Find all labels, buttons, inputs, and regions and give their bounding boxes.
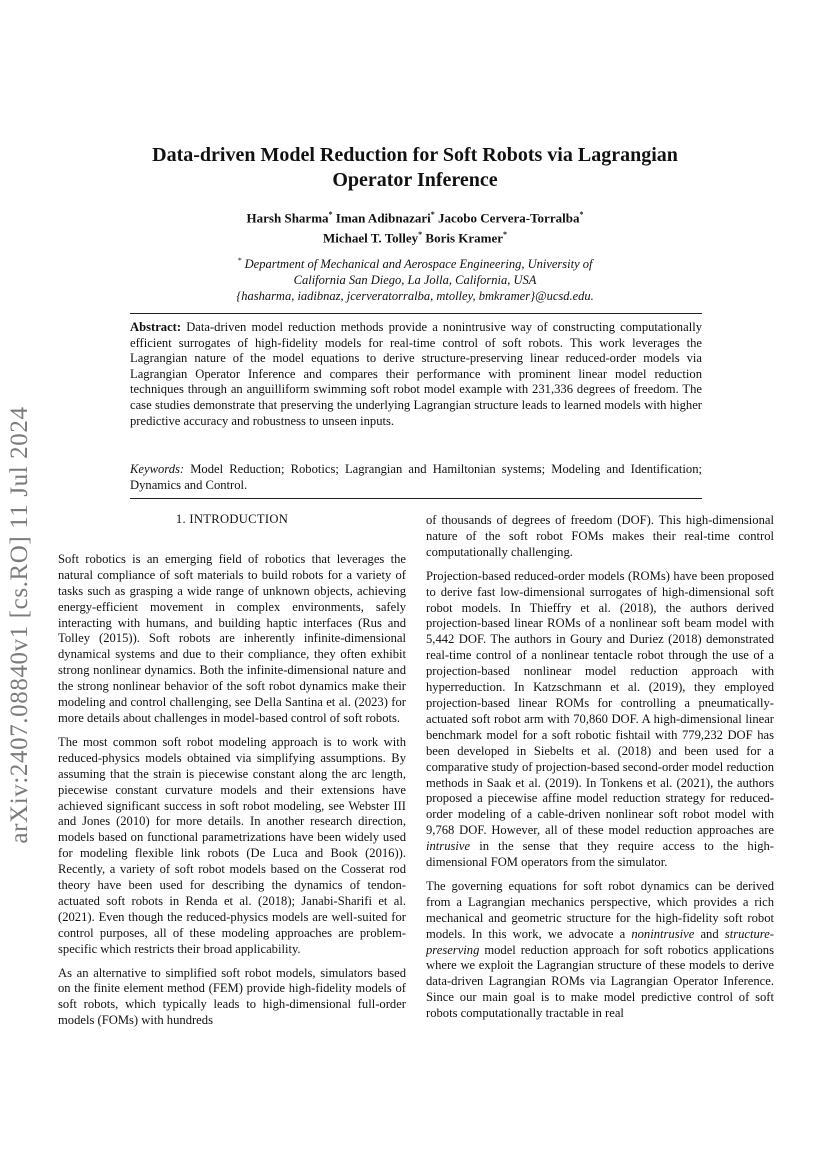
keywords-label: Keywords: <box>130 462 185 476</box>
affiliation-emails: {hasharma, iadibnaz, jcerveratorralba, mtolley, bmkramer}@ucsd.edu. <box>236 289 594 304</box>
arxiv-id-text: arXiv:2407.08840v1 [cs.RO] 11 Jul 2024 <box>6 406 33 844</box>
left-column <box>58 512 406 1037</box>
paragraph-text: model reduction approach for soft robotics applications where we exploit the Lagrangian structure of these models to derive data-driven Lagrangian ROMs via Lagrangian Operator Inference. Since our main goal is to make model predictive control of soft robots computationally tractable in real <box>426 942 774 1021</box>
paragraph <box>426 569 774 871</box>
author-name: Jacobo Cervera-Torralba <box>438 210 580 226</box>
author-mark: * <box>418 230 423 240</box>
author-name: Iman Adibnazari <box>335 210 431 226</box>
keywords-text: Model Reduction; Robotics; Lagrangian and Hamiltonian systems; Modeling and Identification; Dynamics and Control. <box>130 462 702 492</box>
paragraph: of thousands of degrees of freedom (DOF). This high-dimensional nature of the soft robot FOMs makes their real-time control computationally challenging. <box>426 513 774 559</box>
abstract-label: Abstract: <box>130 320 182 334</box>
paragraph-text: Projection-based reduced-order models (ROMs) have been proposed to derive fast low-dimensional surrogates of high-dimensional soft robot models. In Thieffry et al. (2018), the authors derived projection-based linear ROMs of a nonlinear soft beam model with 5,442 DOF. The authors in Goury and Duriez (2018) demonstrated real-time control of a nonlinear tentacle robot through the use of a projection-based nonlinear model reduction approach with hyperreduction. In Katzschmann et al. (2019), they employed projection-based linear ROMs for controlling a pneumatically-actuated soft robot arm with 70,860 DOF. A high-dimensional linear benchmark model for a soft robotic fishtail with 779,232 DOF has been developed in Siebelts et al. (2018) and been used for a comparative study of projection-based second-order model reduction methods in Saak et al. (2019). In Tonkens et al. (2021), the authors proposed a piecewise affine model reduction strategy for reduced-order modeling of a cable-driven nonlinear soft robot model with 9,768 DOF. However, all of these model reduction approaches are <box>426 568 774 838</box>
arxiv-identifier-stamp <box>0 0 40 1171</box>
author-name: Harsh Sharma <box>246 210 329 226</box>
paragraph: The most common soft robot modeling approach is to work with reduced-physics models obtained via simplifying assumptions. By assuming that the strain is piecewise constant along the arc length, piecewise constant curvature models and their extensions have achieved significant success in soft robot modeling, see Webster III and Jones (2010) for more details. In another research direction, models based on functional parametrizations have been widely used for modeling flexible link robots (De Luca and Book (2016)). Recently, a variety of soft robot models based on the Cosserat rod theory have been used for describing the dynamics of tendon-actuated soft robots in Renda et al. (2018); Janabi-Sharifi et al. (2021). Even though the reduced-physics models are well-suited for control purposes, all of these modeling approaches are problem-specific which restricts their broad applicability. <box>58 734 406 956</box>
abstract-top-rule <box>130 313 702 314</box>
author-list <box>130 206 700 247</box>
emphasis-text: structure-preserving <box>426 926 774 957</box>
author-mark: * <box>503 230 508 240</box>
emphasis-text: intrusive <box>426 839 471 854</box>
author-name: Michael T. Tolley <box>322 230 419 246</box>
paragraph <box>426 879 774 1022</box>
abstract <box>130 320 702 429</box>
paragraph-text: and <box>700 926 719 941</box>
affiliation-block <box>130 253 700 304</box>
paragraph-text: in the sense that they require access to the high-dimensional FOM operators from the simulator. <box>426 839 774 870</box>
paragraph-text: The governing equations for soft robot dynamics can be derived from a Lagrangian mechanics perspective, which provides a rich mechanical and geometric structure for the high-fidelity soft robot models. In this work, we advocate a <box>426 878 774 941</box>
affiliation-mark: * <box>237 256 242 265</box>
paragraph: Soft robotics is an emerging field of robotics that leverages the natural compliance of soft materials to build robots for a variety of tasks such as grasping a wide range of unknown objects, achieving energy-efficient movement in complex environments, safely interacting with humans, and building haptic interfaces (Rus and Tolley (2015)). Soft robots are inherently infinite-dimensional dynamical systems and due to their compliance, they often exhibit strong nonlinear dynamics. Both the infinite-dimensional nature and the strong nonlinear behavior of the soft robot dynamics make their modeling and control challenging, see Della Santina et al. (2023) for more details about challenges in model-based control of soft robots. <box>58 551 406 725</box>
abstract-text: Data-driven model reduction methods provide a nonintrusive way of constructing computationally efficient surrogates of high-fidelity models for real-time control of soft robots. This work leverages the Lagrangian nature of the model equations to derive structure-preserving linear reduced-order models via Lagrangian Operator Inference and compares their performance with prominent linear model reduction techniques through an anguilliform swimming soft robot model example with 231,336 degrees of freedom. The case studies demonstrate that preserving the underlying Lagrangian structure leads to learned models with higher predictive accuracy and robustness to unseen inputs. <box>130 320 702 428</box>
affiliation-line-1: Department of Mechanical and Aerospace Engineering, University of <box>244 257 593 272</box>
author-mark: * <box>328 210 333 219</box>
keywords <box>130 462 702 493</box>
affiliation-line-2: California San Diego, La Jolla, California, USA <box>293 273 537 288</box>
paragraph: As an alternative to simplified soft robot models, simulators based on the finite element method (FEM) provide high-fidelity models of soft robots, which typically leads to high-dimensional full-order models (FOMs) with hundreds <box>58 965 406 1028</box>
paper-title: Data-driven Model Reduction for Soft Robots via Lagrangian Operator Inference <box>152 144 678 191</box>
author-name: Boris Kramer <box>425 230 504 246</box>
right-column <box>426 513 774 1030</box>
section-heading: 1. INTRODUCTION <box>175 512 289 526</box>
author-mark: * <box>579 210 584 219</box>
emphasis-text: nonintrusive <box>631 926 695 941</box>
abstract-bottom-rule <box>130 498 702 499</box>
author-mark: * <box>430 210 435 219</box>
